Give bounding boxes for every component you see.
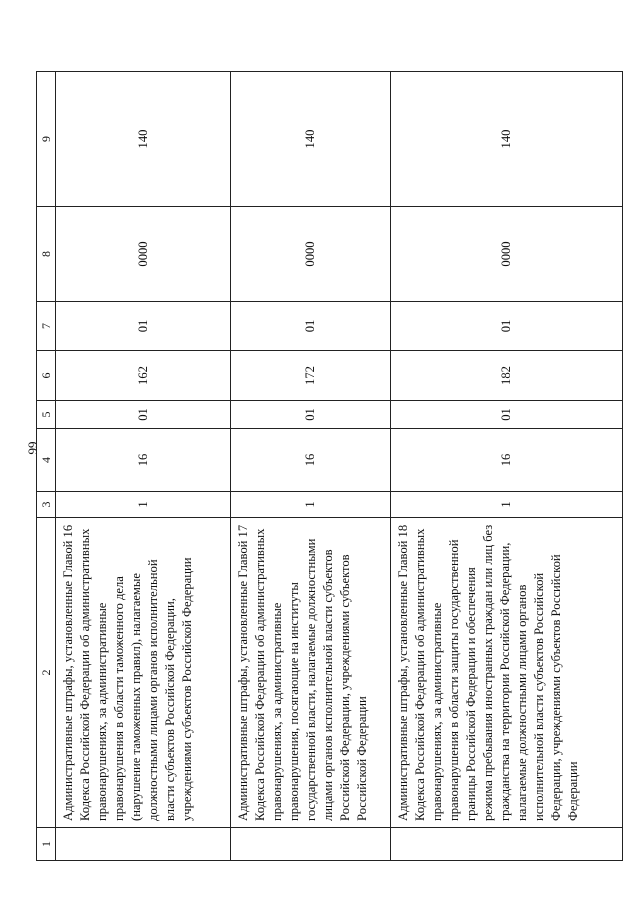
table-cell: 140 [391, 72, 623, 207]
column-header: 7 [37, 302, 56, 351]
page-number: 99 [25, 441, 40, 455]
column-header: 6 [37, 351, 56, 401]
table-cell: 16 [56, 429, 231, 492]
column-header: 2 [37, 518, 56, 828]
table-cell: 162 [56, 351, 231, 401]
table-cell: 01 [391, 302, 623, 351]
table-cell: 01 [56, 302, 231, 351]
table-cell: 16 [391, 429, 623, 492]
document-sheet [36, 72, 621, 861]
description-cell: Административные штрафы, установленные Главой 17 Кодекса Российской Федерации об административных правонарушениях, за административные правонарушения, посягающие на институты государственной власти, налагаемые должностными лицами органов исполнительной власти субъектов Российской Федерации, учреждениями субъектов Российской Федерации [231, 518, 391, 828]
column-header: 1 [37, 828, 56, 861]
table-cell: 01 [231, 302, 391, 351]
table-header-row [37, 72, 56, 861]
table-cell: 140 [56, 72, 231, 207]
table-cell: 16 [231, 429, 391, 492]
table-cell: 01 [231, 401, 391, 429]
table-row [56, 72, 231, 861]
table-cell: 182 [391, 351, 623, 401]
column-header: 5 [37, 401, 56, 429]
column-header: 3 [37, 492, 56, 518]
table-row [231, 72, 391, 861]
table-cell: 1 [56, 492, 231, 518]
table-cell: 0000 [231, 207, 391, 302]
table-cell [231, 828, 391, 861]
budget-codes-table [36, 71, 623, 861]
table-cell: 1 [231, 492, 391, 518]
table-cell: 0000 [56, 207, 231, 302]
description-cell: Административные штрафы, установленные Главой 18 Кодекса Российской Федерации об административных правонарушениях, за административные правонарушения в области защиты государственной границы Российской Федерации и обеспечения режима пребывания иностранных граждан или лиц без гражданства на территории Российской Федерации, налагаемые должностными лицами органов исполнительной власти субъектов Российской Федерации, учреждениями субъектов Российской Федерации [391, 518, 623, 828]
table-cell: 0000 [391, 207, 623, 302]
table-cell: 1 [391, 492, 623, 518]
table-cell: 172 [231, 351, 391, 401]
table-cell [56, 828, 231, 861]
table-cell: 140 [231, 72, 391, 207]
table-cell: 01 [56, 401, 231, 429]
table-row [391, 72, 623, 861]
column-header: 4 [37, 429, 56, 492]
table-cell [391, 828, 623, 861]
column-header: 8 [37, 207, 56, 302]
description-cell: Административные штрафы, установленные Главой 16 Кодекса Российской Федерации об административных правонарушениях, за административные правонарушения в области таможенного дела (нарушение таможенных правил), налагаемые должностными лицами органов исполнительной власти субъектов Российской Федерации, учреждениями субъектов Российской Федерации [56, 518, 231, 828]
table-cell: 01 [391, 401, 623, 429]
column-header: 9 [37, 72, 56, 207]
